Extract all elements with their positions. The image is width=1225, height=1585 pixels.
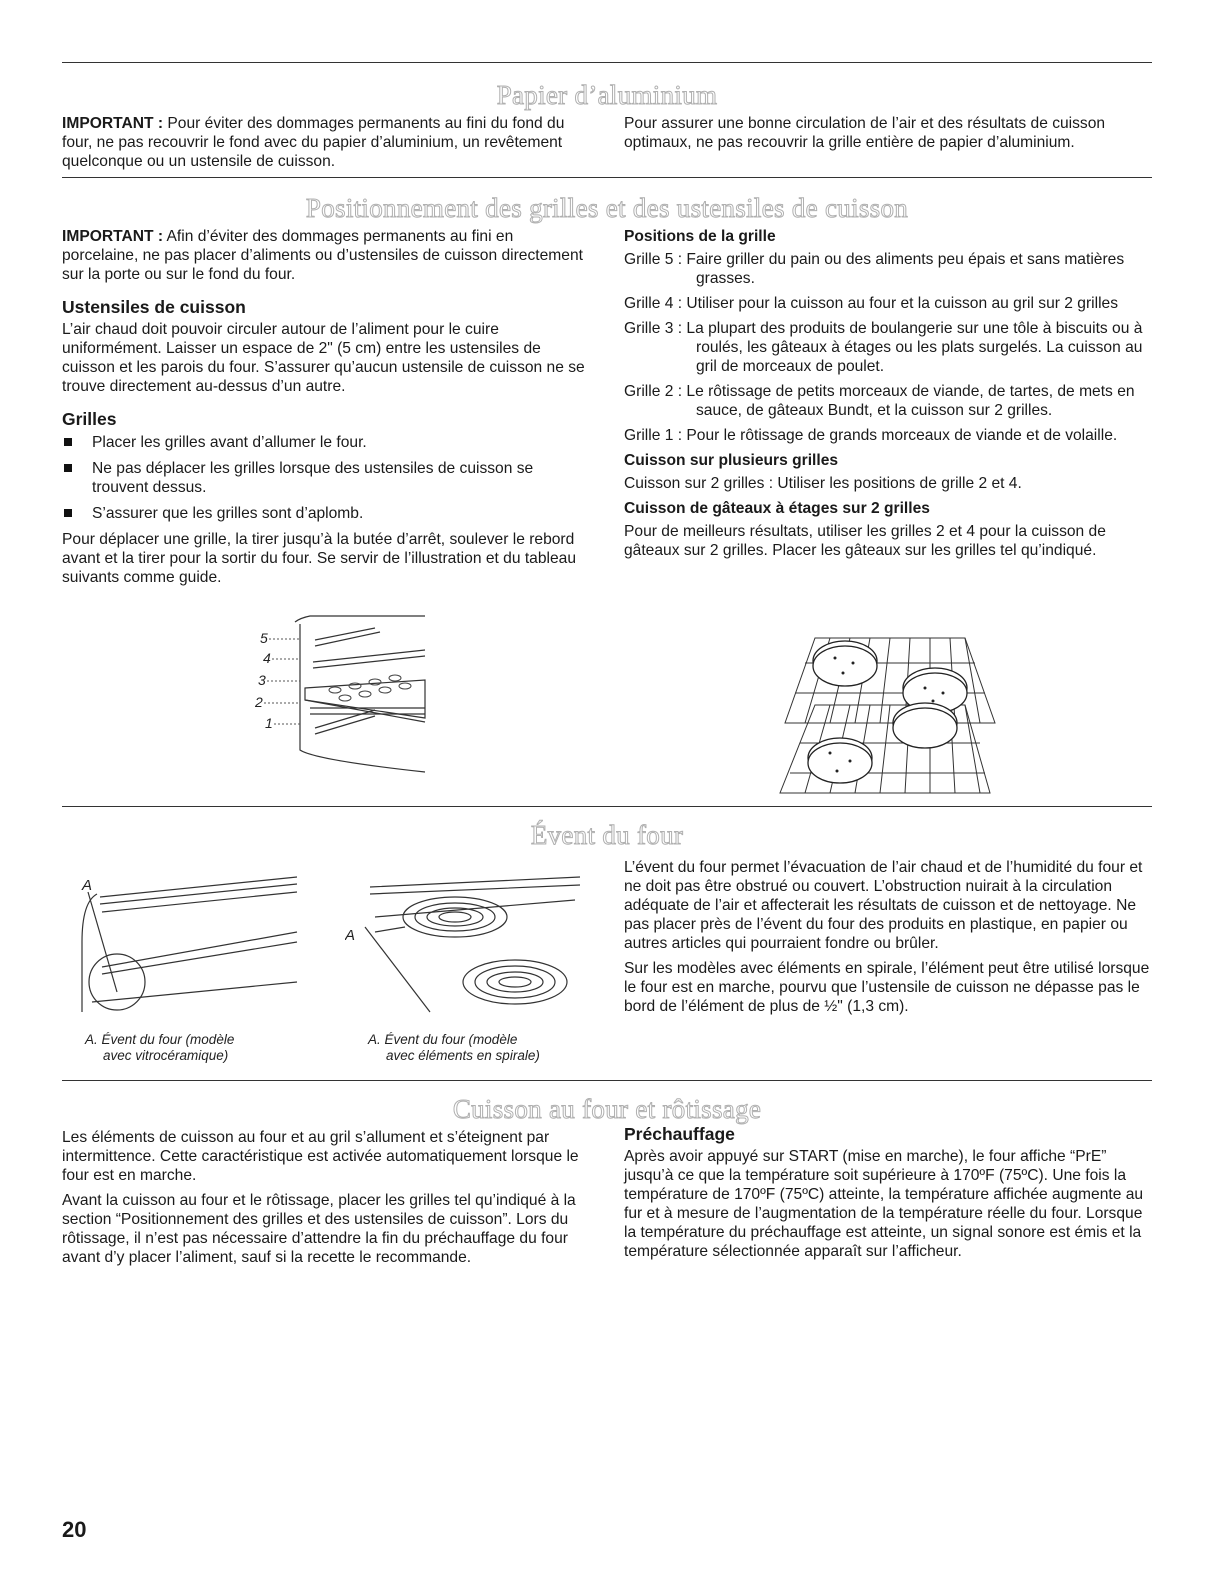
heading-grilles: Grilles: [62, 409, 117, 429]
bullet-square-icon: [64, 509, 72, 517]
important-label: IMPORTANT :: [62, 115, 164, 132]
cuisson-text-1: Les éléments de cuisson au four et au gril s’allument et s’éteignent par intermittence. Cette caractéristique est activée automatiquement lorsque le four est en marche.: [62, 1129, 579, 1184]
section-title-cuisson: Cuisson au four et rôtissage: [452, 1094, 762, 1124]
grilles-bullet-list: [62, 433, 590, 523]
aluminium-important: [62, 114, 592, 171]
page-number: 20: [62, 1517, 87, 1542]
heading-prechauffage: Préchauffage: [624, 1124, 735, 1144]
cake-racks-illustration: [775, 633, 1000, 798]
list-item: [62, 504, 590, 523]
rack-positions-illustration: [255, 610, 435, 780]
cuisson-left-column: [62, 1128, 590, 1273]
heading-ustensiles: Ustensiles de cuisson: [62, 297, 246, 317]
positionnement-right-column: [624, 227, 1152, 566]
position-grille-5: Grille 5 : Faire griller du pain ou des aliments peu épais et sans matières grasses.: [624, 251, 1125, 287]
event-text-1: L’évent du four permet l’évacuation de l’air chaud et de l’humidité du four et ne doit pas être obstrué ou couvert. L’obstruction nuirait à la circulation adéquate de l’air et affecterait les résultats de cuisson et de nettoyage. Ne pas placer près de l’évent du four des produits en plastique, en papier ou autres articles qui pourraient fondre ou brûler.: [624, 859, 1143, 952]
vent-glass-ceramic-illustration: [72, 872, 302, 1022]
section-rule-cuisson: [62, 1080, 1152, 1081]
bullet-square-icon: [64, 438, 72, 446]
position-grille-2: Grille 2 : Le rôtissage de petits morceaux de viande, de tartes, de mets en sauce, de gâteaux Bundt, et la cuisson sur 2 grilles.: [624, 383, 1135, 419]
rack-label-5: 5: [260, 630, 268, 646]
list-item: [62, 459, 590, 497]
important-label: IMPORTANT :: [62, 228, 164, 245]
section-title-aluminium: Papier d’aluminium: [496, 80, 718, 110]
section-title-event: Évent du four: [530, 820, 684, 850]
aluminium-important-text: Pour éviter des dommages permanents au fini du fond du four, ne pas recouvrir le fond avec du papier d’aluminium, un revêtement quelconque ou un ustensile de cuisson.: [62, 115, 565, 170]
deplacer-text: Pour déplacer une grille, la tirer jusqu’à la butée d’arrêt, soulever le rebord avant et la tirer pour la sortir du four. Se servir de l’illustration et du tableau suivants comme guide.: [62, 531, 576, 586]
positionnement-important: [62, 227, 590, 284]
gateaux-etages-text: Pour de meilleurs résultats, utiliser les grilles 2 et 4 pour la cuisson de gâteaux sur 2 grilles. Placer les gâteaux sur les grilles tel qu’indiqué.: [624, 523, 1106, 559]
position-grille-3: Grille 3 : La plupart des produits de boulangerie sur une tôle à biscuits ou à roulés, les gâteaux à étages ou les plats surgelés. La cuisson au gril de morceaux de poulet.: [624, 320, 1143, 375]
aluminium-right-text: Pour assurer une bonne circulation de l’air et des résultats de cuisson optimaux, ne pas recouvrir la grille entière de papier d’aluminium.: [624, 115, 1106, 151]
heading-plusieurs-grilles: Cuisson sur plusieurs grilles: [624, 452, 839, 469]
heading-gateaux-etages: Cuisson de gâteaux à étages sur 2 grilles: [624, 500, 930, 517]
vent-label-a: A: [345, 927, 356, 944]
prechauffage-text: Après avoir appuyé sur START (mise en marche), le four affiche “PrE” jusqu’à ce que la température soit supérieure à 170ºF (75ºC). Une fois la température de 170ºF (75ºC) atteinte, la température affichée augmente au fur et à mesure de l’augmentation de la température réelle du four. Lorsque la température du préchauffage est atteinte, un signal sonore est émis et la température sélectionnée apparaît sur l’afficheur.: [624, 1148, 1144, 1260]
vent-caption-coil: [368, 1032, 608, 1064]
rack-label-3: 3: [258, 672, 266, 688]
caption-line: avec vitrocéramique): [103, 1048, 229, 1063]
event-text-2: Sur les modèles avec éléments en spirale, l’élément peut être utilisé lorsque le four est en marche, pourvu que l’ustensile de cuisson ne dépasse pas le bord de l’élément de plus de ½" (1,3 cm).: [624, 960, 1150, 1015]
top-rule: [62, 62, 1152, 63]
ustensiles-text: L’air chaud doit pouvoir circuler autour de l’aliment pour le cuire uniformément. Laisser un espace de 2" (5 cm) entre les ustensiles de cuisson et les parois du four. S’assurer qu’aucun ustensile de cuisson ne se trouve directement au-dessus d’un autre.: [62, 321, 585, 395]
caption-line: A. Évent du four (modèle: [85, 1032, 235, 1047]
section-rule-positionnement: [62, 177, 1152, 178]
bullet-text: S’assurer que les grilles sont d’aplomb.: [92, 505, 364, 522]
positionnement-important-text: Afin d’éviter des dommages permanents au fini en porcelaine, ne pas placer d’aliments ou d’ustensiles de cuisson directement sur la porte ou sur le fond du four.: [62, 228, 583, 283]
bullet-text: Ne pas déplacer les grilles lorsque des ustensiles de cuisson se trouvent dessus.: [92, 460, 534, 496]
bullet-text: Placer les grilles avant d’allumer le four.: [92, 434, 367, 451]
position-grille-4: Grille 4 : Utiliser pour la cuisson au four et la cuisson au gril sur 2 grilles: [624, 295, 1119, 312]
rack-label-4: 4: [263, 650, 271, 666]
vent-coil-illustration: [345, 872, 585, 1022]
rack-label-1: 1: [265, 715, 273, 731]
position-grille-1: Grille 1 : Pour le rôtissage de grands morceaux de viande et de volaille.: [624, 427, 1118, 444]
event-right-column: [624, 858, 1152, 1022]
plusieurs-grilles-text: Cuisson sur 2 grilles : Utiliser les positions de grille 2 et 4.: [624, 475, 1022, 492]
positionnement-left-column: [62, 227, 590, 593]
caption-line: A. Évent du four (modèle: [368, 1032, 518, 1047]
cuisson-text-2: Avant la cuisson au four et le rôtissage, placer les grilles tel qu’indiqué à la section “Positionnement des grilles et des ustensiles de cuisson”. Lors du rôtissage, il n’est pas nécessaire d’attendre la fin du préchauffage du four avant d’y placer l’aliment, sauf si la recette le recommande.: [62, 1192, 576, 1266]
cuisson-right-column: [624, 1125, 1152, 1267]
section-title-positionnement: Positionnement des grilles et des ustensiles de cuisson: [305, 193, 909, 223]
section-rule-event: [62, 806, 1152, 807]
aluminium-right-column: [624, 114, 1154, 158]
bullet-square-icon: [64, 464, 72, 472]
list-item: [62, 433, 590, 452]
caption-line: avec éléments en spirale): [386, 1048, 540, 1063]
rack-label-2: 2: [255, 694, 263, 710]
vent-caption-glass: [85, 1032, 325, 1064]
aluminium-left-column: [62, 114, 592, 177]
vent-label-a: A: [82, 877, 93, 894]
heading-positions-grille: Positions de la grille: [624, 228, 776, 245]
